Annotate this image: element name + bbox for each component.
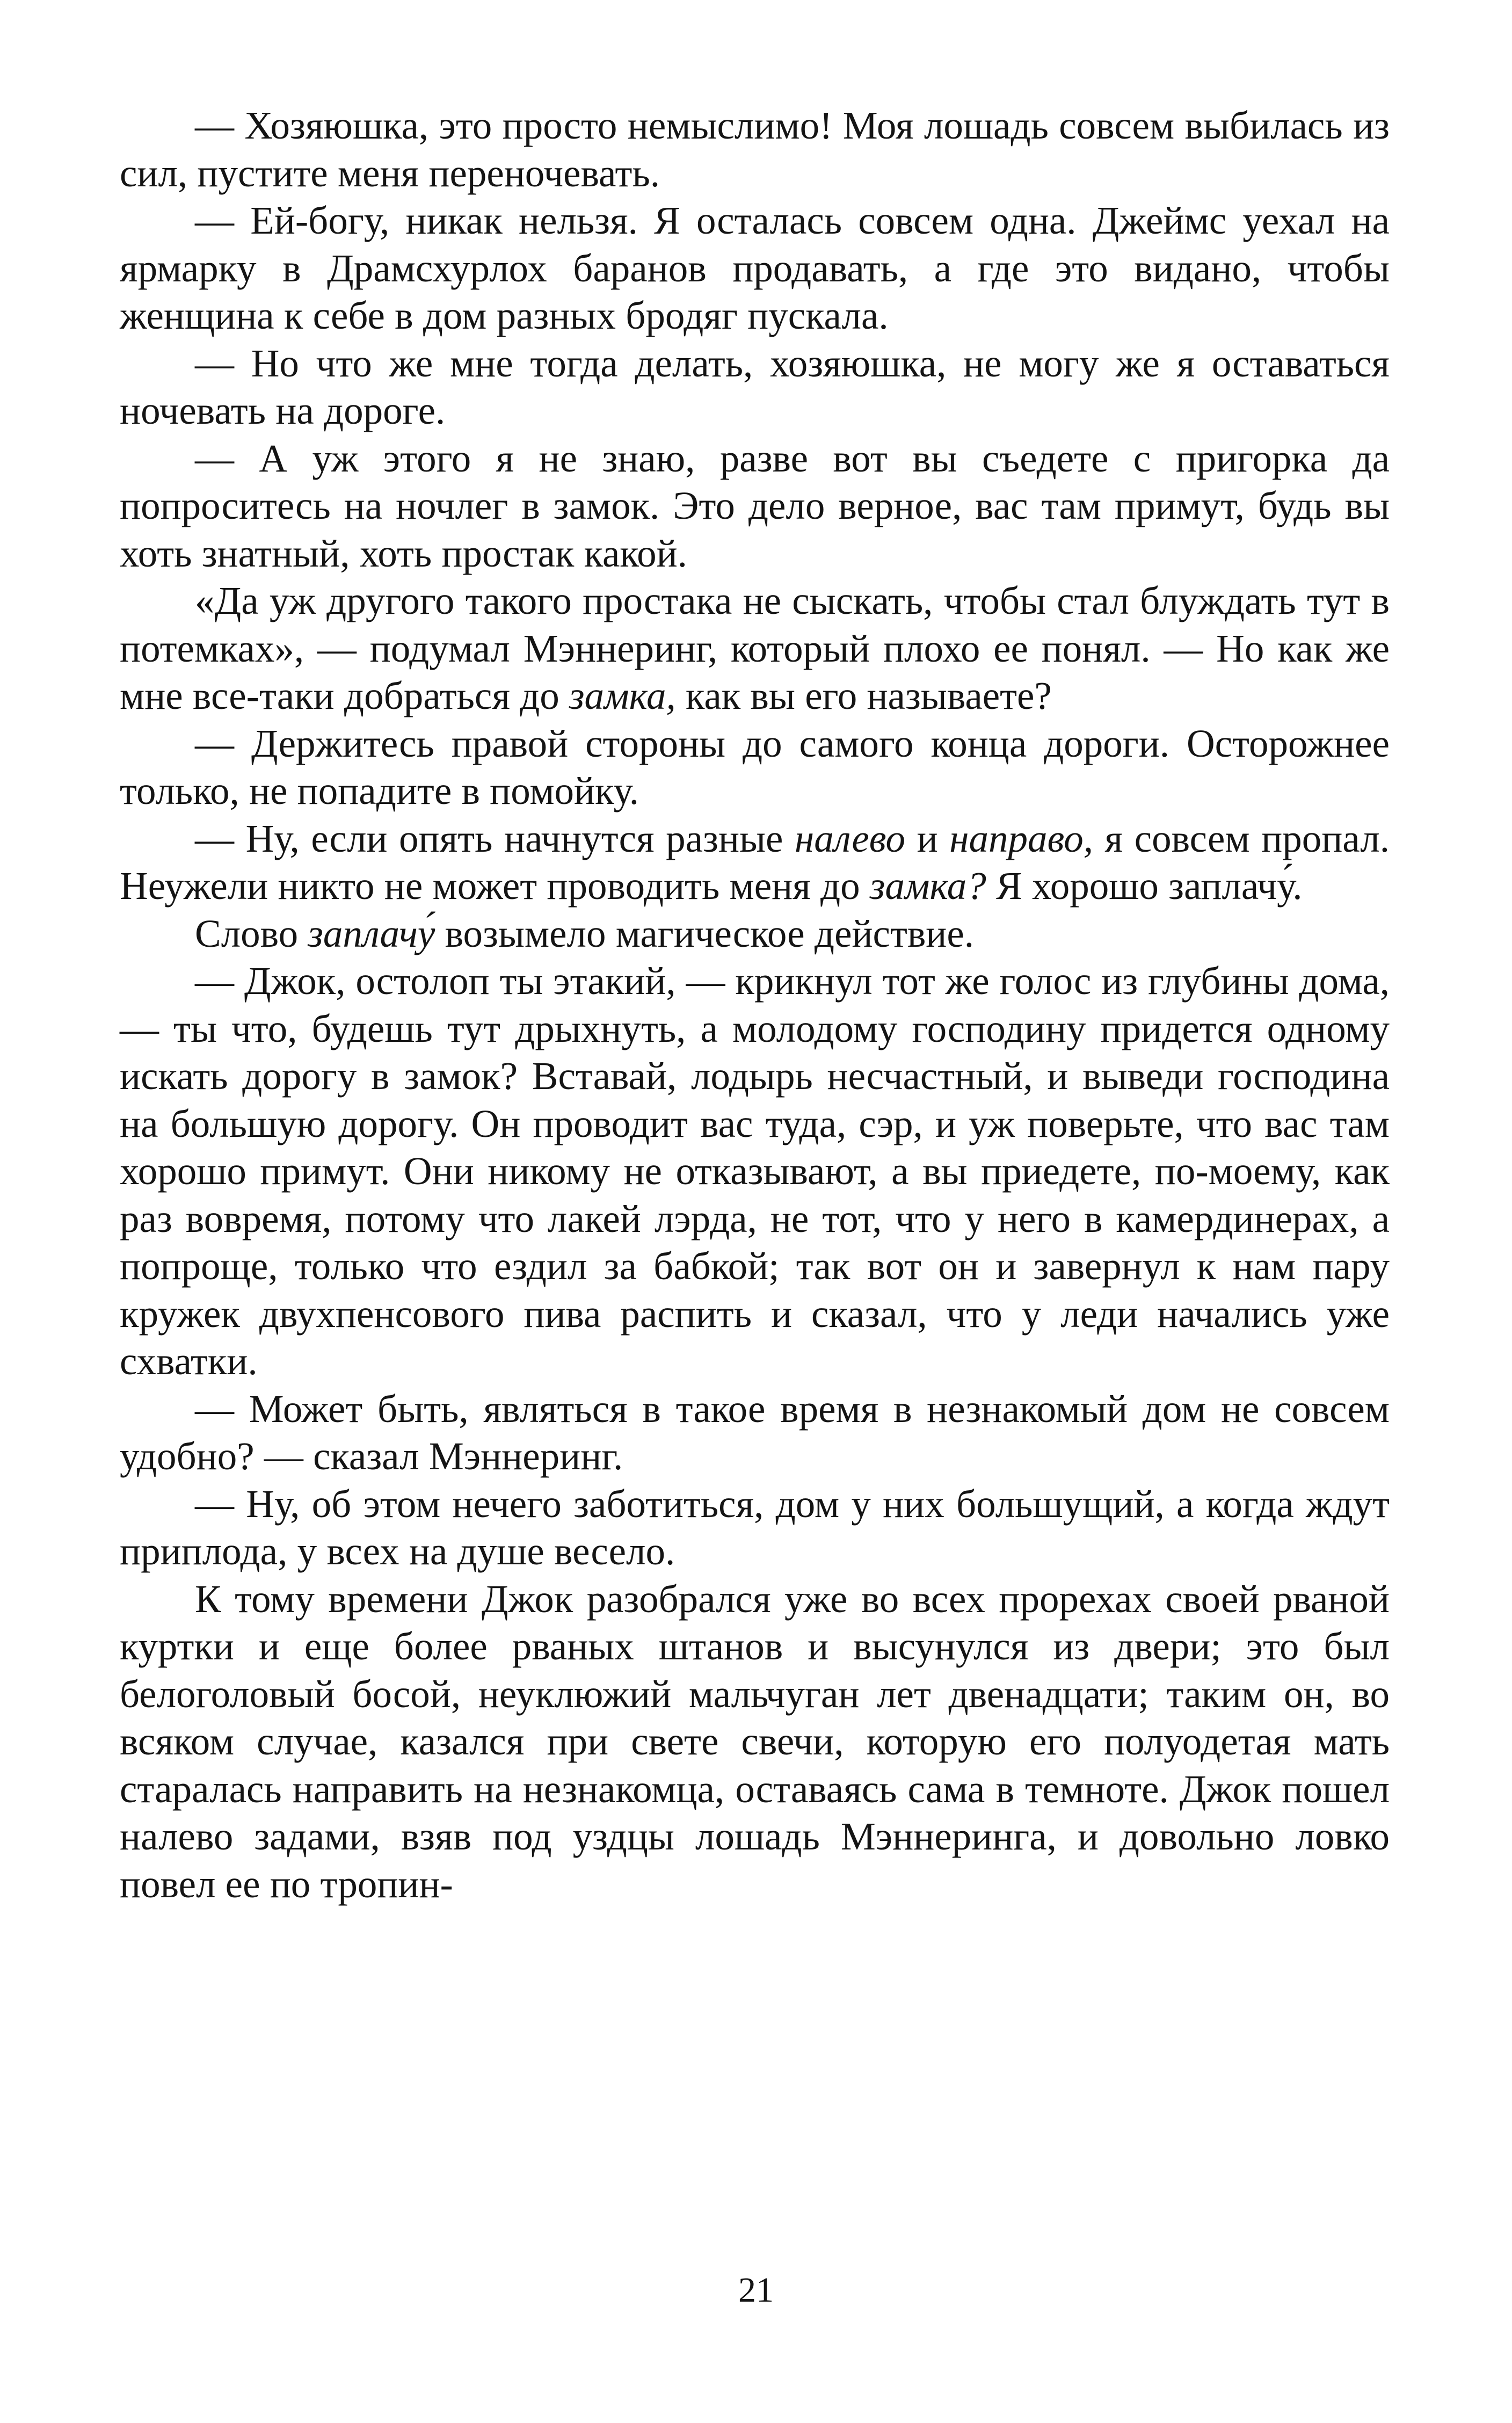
text-run: — Но что же мне тогда делать, хозяюшка, не могу же я оставаться ночевать на дороге. xyxy=(120,341,1390,432)
italic-phrase: замка? xyxy=(869,864,986,908)
italic-phrase: заплачу́ xyxy=(308,911,435,955)
text-run: «Да уж другого такого простака не сыскать, чтобы стал блуждать тут в потемках», — подумал Мэннеринг, который плохо ее понял. — Но как же мне все-таки добраться до xyxy=(120,579,1390,717)
page-number: 21 xyxy=(738,2270,774,2310)
text-run: как вы его называете? xyxy=(675,674,1052,717)
italic-phrase: направо, xyxy=(949,816,1093,860)
book-page-text xyxy=(120,102,1390,2212)
text-run: — Джок, остолоп ты этакий, — крикнул тот же голос из глубины дома, — ты что, будешь тут дрыхнуть, а молодому господину придется одному искать дорогу в замок? Вставай, лодырь несчастный, и выведи господина на большую дорогу. Он проводит вас туда, сэр, и уж поверьте, что вас там хорошо примут. Они никому не отказывают, а вы приедете, по-моему, как раз вовремя, потому что лакей лэрда, не тот, что у него в камердинерах, а попроще, только что ездил за бабкой; так вот он и завернул к нам пару кружек двухпенсового пива распить и сказал, что у леди начались уже схватки. xyxy=(120,959,1390,1383)
text-run: — Ей-богу, никак нельзя. Я осталась совсем одна. Джеймс уехал на ярмарку в Драмсхурлох баранов продавать, а где это видано, чтобы женщина к себе в дом разных бродяг пускала. xyxy=(120,199,1390,337)
text-run: я совсем пропал. Неужели никто не может проводить меня до xyxy=(120,816,1390,908)
paragraph xyxy=(120,957,1390,1385)
paragraph xyxy=(120,435,1390,578)
paragraph xyxy=(120,720,1390,815)
paragraph xyxy=(120,1481,1390,1576)
text-run: — Ну, об этом нечего заботиться, дом у них большущий, а когда ждут приплода, у всех на душе весело. xyxy=(120,1482,1390,1573)
text-run: — Держитесь правой стороны до самого конца дороги. Осторожнее только, не попадите в помойку. xyxy=(120,721,1390,812)
paragraph xyxy=(120,340,1390,435)
paragraph xyxy=(120,910,1390,958)
text-run: возымело магическое действие. xyxy=(435,911,975,955)
paragraph xyxy=(120,197,1390,340)
text-run: и xyxy=(905,816,950,860)
paragraph xyxy=(120,1385,1390,1481)
italic-phrase: налево xyxy=(795,816,905,860)
italic-phrase: замка, xyxy=(569,674,676,717)
text-run: К тому времени Джок разобрался уже во всех прорехах своей рваной куртки и еще более рваных штанов и высунулся из двери; это был белоголовый босой, неуклюжий мальчуган лет двенадцати; таким он, во всяком случае, казался при свете свечи, которую его полуодетая мать старалась направить на незнакомца, оставаясь сама в темноте. Джок пошел налево задами, взяв под уздцы лошадь Мэннеринга, и довольно ловко повел ее по тропин- xyxy=(120,1577,1390,1906)
paragraph xyxy=(120,815,1390,910)
text-run: — Может быть, являться в такое время в незнакомый дом не совсем удобно? — сказал Мэннеринг. xyxy=(120,1387,1390,1478)
text-run: Слово xyxy=(195,911,308,955)
text-run: Я хорошо заплачу́. xyxy=(986,864,1303,908)
text-run: — Хозяюшка, это просто немыслимо! Моя лошадь совсем выбилась из сил, пустите меня переночевать. xyxy=(120,104,1390,195)
paragraph xyxy=(120,577,1390,720)
paragraph xyxy=(120,102,1390,197)
paragraph xyxy=(120,1576,1390,1909)
text-run: — Ну, если опять начнутся разные xyxy=(195,816,795,860)
text-run: — А уж этого я не знаю, разве вот вы съедете с пригорка да попроситесь на ночлег в замок. Это дело верное, вас там примут, будь вы хоть знатный, хоть простак какой. xyxy=(120,436,1390,575)
